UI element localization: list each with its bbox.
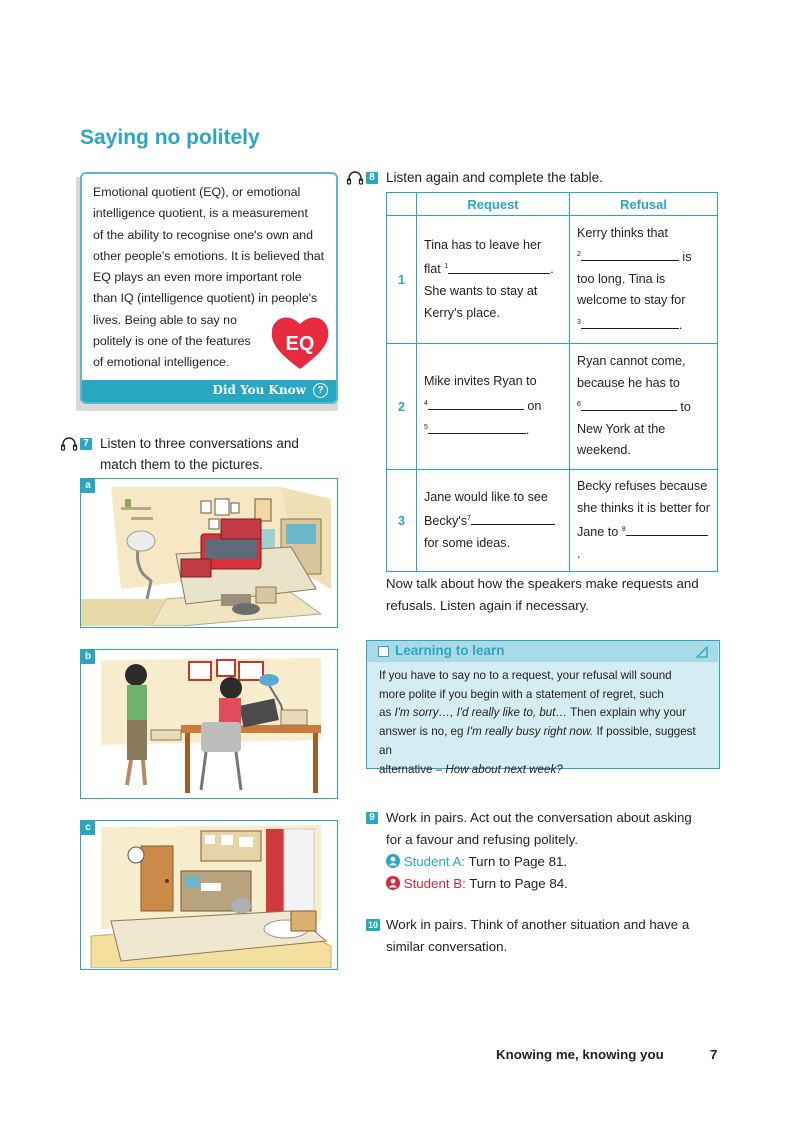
header-refusal: Refusal: [570, 193, 718, 216]
refusal-cell: [570, 470, 718, 572]
question-icon: ?: [313, 383, 328, 398]
exercise-7-instruction: match them to the pictures.: [100, 457, 263, 472]
ltl-line: as I'm sorry…, I'd really like to, but… Then explain why your: [379, 706, 687, 720]
exercise-10-instruction: similar conversation.: [386, 939, 508, 954]
picture-a[interactable]: [80, 478, 338, 628]
cell-text: Kerry's place.: [424, 305, 500, 320]
ltl-line: more polite if you begin with a statement of regret, such: [379, 687, 664, 701]
learning-to-learn-box: [366, 640, 720, 776]
request-cell: [417, 470, 570, 572]
cell-text: on: [527, 398, 542, 413]
student-a-label: Student A:: [403, 854, 466, 869]
blank-number: 4: [424, 399, 428, 407]
bedroom-suitcase-illustration: [81, 479, 336, 626]
cell-text: for some ideas.: [424, 535, 511, 550]
refusal-cell: [570, 344, 718, 470]
cell-text: flat: [424, 262, 441, 277]
ltl-line: If you have to say no to a request, your refusal will sound: [379, 669, 672, 682]
eq-heart-icon: [270, 312, 330, 372]
dyk-line: lives. Being able to say no: [93, 312, 237, 327]
dyk-line: politely is one of the features: [93, 334, 251, 349]
blank-1-input[interactable]: [448, 261, 550, 274]
table-corner: [387, 193, 417, 216]
cell-text: Becky's: [424, 514, 467, 529]
blank-7-input[interactable]: [471, 512, 555, 525]
table-header-row: [387, 193, 718, 216]
table-row: [387, 344, 718, 470]
talk-line: Now talk about how the speakers make requests and: [386, 576, 699, 591]
exercise-7-instruction: Listen to three conversations and: [100, 436, 299, 451]
row-number: 1: [387, 216, 417, 344]
spare-room-illustration: [81, 821, 336, 968]
blank-number: 2: [577, 251, 581, 259]
cell-text: Becky refuses because: [577, 479, 708, 493]
cell-text: Jane to: [577, 525, 619, 540]
cell-text: welcome to stay for: [577, 293, 686, 308]
cell-text: too long. Tina is: [577, 271, 666, 286]
cell-text: to: [680, 400, 691, 415]
header-request: Request: [417, 193, 570, 216]
student-b-text: Turn to Page 84.: [469, 876, 568, 891]
dyk-line: of emotional intelligence.: [93, 355, 230, 370]
picture-label-a: a: [81, 479, 95, 493]
dyk-line: other people's emotions. It is believed that: [93, 248, 325, 263]
cell-text: .: [577, 546, 581, 561]
exercise-8-number: 8: [366, 172, 378, 184]
blank-8-input[interactable]: [626, 523, 708, 536]
request-cell: [417, 216, 570, 344]
picture-c[interactable]: [80, 820, 338, 970]
cell-text: Mike invites Ryan to: [424, 374, 537, 389]
headphones-icon[interactable]: [346, 171, 364, 185]
blank-number: 3: [577, 318, 581, 326]
blank-number: 5: [424, 424, 428, 432]
study-room-illustration: [81, 650, 336, 797]
blank-number: 1: [444, 263, 449, 271]
corner-triangle-icon: [696, 646, 708, 658]
learning-to-learn-text: [379, 667, 709, 779]
cell-text: she thinks it is better for: [577, 500, 710, 515]
exercise-10-number: 10: [367, 920, 378, 930]
cell-text: .: [525, 423, 530, 438]
blank-number: 8: [621, 526, 626, 533]
did-you-know-label: Did You Know: [212, 383, 306, 397]
table-row: [387, 470, 718, 572]
student-b-row[interactable]: [386, 873, 726, 895]
picture-b[interactable]: [80, 649, 338, 799]
blank-2-input[interactable]: [581, 248, 679, 261]
exercise-9-instruction: for a favour and refusing politely.: [386, 832, 578, 847]
blank-number: 6: [577, 401, 581, 409]
blank-6-input[interactable]: [581, 398, 677, 411]
dyk-line: intelligence quotient, is a measurement: [93, 206, 308, 221]
blank-5-input[interactable]: [428, 421, 526, 434]
student-b-icon: [386, 876, 400, 890]
student-a-icon: [386, 854, 400, 868]
exercise-8-instruction: Listen again and complete the table.: [386, 170, 603, 185]
exercise-10-instruction: Work in pairs. Think of another situation and have a: [386, 917, 690, 932]
student-b-label: Student B:: [403, 876, 466, 891]
cell-text: She wants to stay at: [424, 284, 538, 299]
exercise-9-number: 9: [366, 812, 378, 824]
ltl-line: answer is no, eg I'm really busy right now. If possible, suggest an: [379, 725, 696, 757]
exercise-7-number: 7: [80, 438, 92, 450]
cell-text: Tina has to leave her: [424, 237, 542, 252]
request-cell: [417, 344, 570, 470]
did-you-know-footer: [82, 380, 336, 402]
refusal-cell: [570, 216, 718, 344]
row-number: 3: [387, 470, 417, 572]
cell-text: New York at the: [577, 421, 666, 436]
cell-text: Jane would like to see: [424, 489, 548, 504]
picture-label-c: c: [81, 821, 95, 835]
did-you-know-box: [80, 172, 338, 404]
cell-text: Kerry thinks that: [577, 225, 668, 240]
dyk-line: than IQ (intelligence quotient) in people's: [93, 291, 318, 306]
learning-to-learn-header: [367, 641, 718, 662]
eq-badge-text: EQ: [285, 333, 315, 355]
request-refusal-table: [386, 192, 718, 572]
cell-text: is: [682, 250, 692, 265]
checkbox-icon: [378, 646, 389, 657]
page-number: 7: [710, 1047, 718, 1062]
blank-number: 7: [467, 515, 471, 523]
talk-instruction: [386, 573, 722, 616]
cell-text: .: [678, 317, 683, 332]
student-a-text: Turn to Page 81.: [468, 854, 568, 869]
talk-line: refusals. Listen again if necessary.: [386, 597, 590, 613]
blank-4-input[interactable]: [428, 397, 524, 410]
learning-to-learn-title: Learning to learn: [395, 643, 505, 658]
cell-text: Ryan cannot come,: [577, 354, 686, 369]
exercise-9-instruction: Work in pairs. Act out the conversation about asking: [386, 810, 692, 825]
blank-3-input[interactable]: [581, 316, 679, 329]
cell-text: weekend.: [577, 443, 631, 458]
section-title: Saying no politely: [80, 126, 260, 149]
table-row: [387, 216, 718, 344]
cell-text: .: [550, 262, 554, 277]
footer-unit-title: Knowing me, knowing you: [496, 1047, 664, 1062]
dyk-line: EQ plays an even more important role: [93, 270, 302, 285]
dyk-line: Emotional quotient (EQ), or emotional: [93, 185, 301, 199]
row-number: 2: [387, 344, 417, 470]
headphones-icon[interactable]: [60, 437, 78, 451]
student-a-row[interactable]: [386, 851, 726, 873]
picture-label-b: b: [81, 650, 95, 664]
cell-text: because he has to: [577, 375, 680, 390]
ltl-line: alternative – How about next week?: [379, 762, 563, 776]
dyk-line: of the ability to recognise one's own and: [93, 227, 314, 242]
